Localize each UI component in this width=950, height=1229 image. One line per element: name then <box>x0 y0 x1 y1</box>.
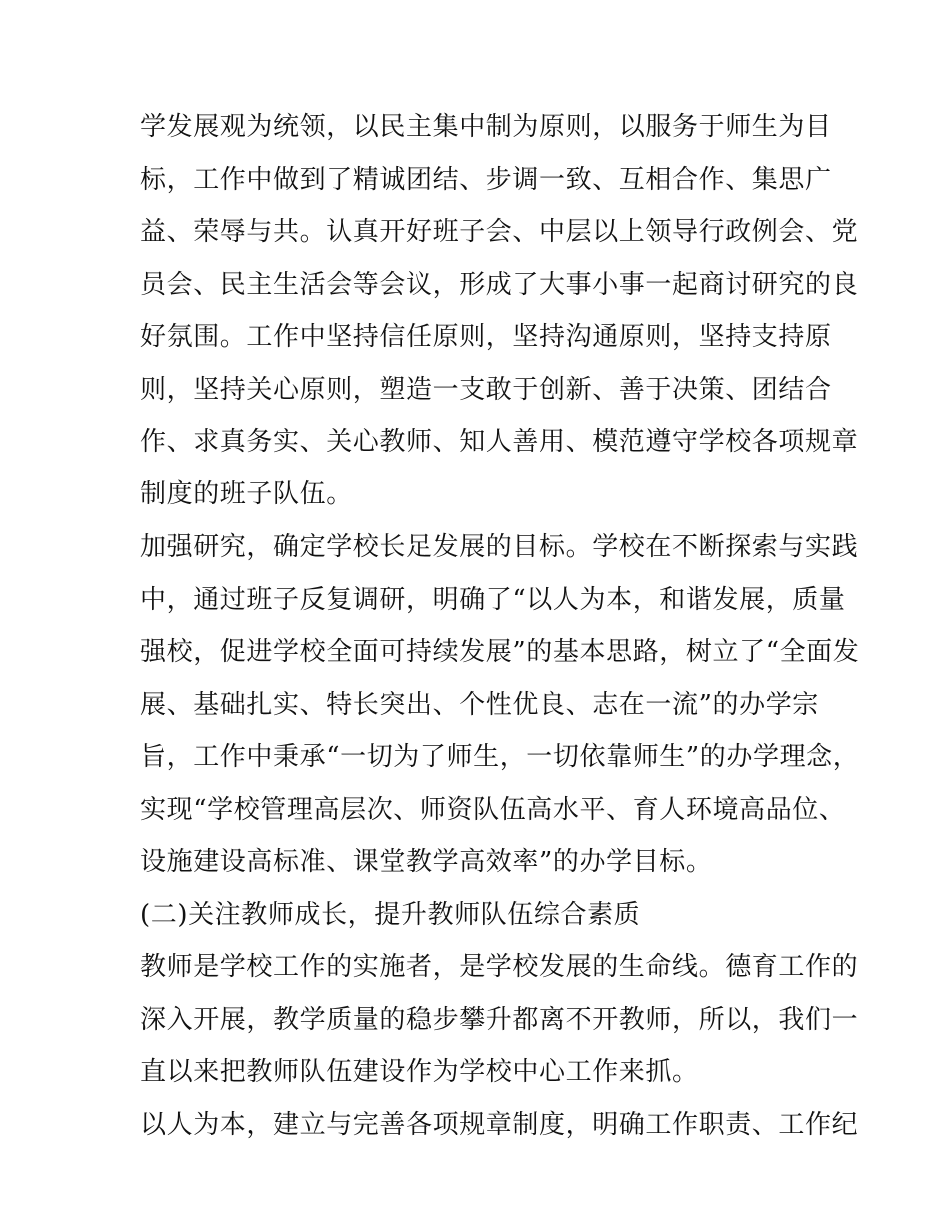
text-line: 设施建设高标准、课堂教学高效率”的办学目标。 <box>140 847 713 877</box>
text-line: 以人为本，建立与完善各项规章制度，明确工作职责、工作纪 <box>140 1110 859 1140</box>
section-heading: (二)关注教师成长，提升教师队伍综合素质 <box>140 900 641 930</box>
text-line: 强校，促进学校全面可持续发展”的基本思路，树立了“全面发 <box>140 637 860 667</box>
text-line: 直以来把教师队伍建设作为学校中心工作来抓。 <box>140 1057 699 1087</box>
text-line: 中，通过班子反复调研，明确了“以人为本，和谐发展，质量 <box>140 585 846 615</box>
text-line: 加强研究，确定学校长足发展的目标。学校在不断探索与实践 <box>140 532 859 562</box>
text-line: 作、求真务实、关心教师、知人善用、模范遵守学校各项规章 <box>140 427 859 457</box>
text-line: 员会、民主生活会等会议，形成了大事小事一起商讨研究的良 <box>140 270 859 300</box>
text-line: 则，坚持关心原则，塑造一支敢于创新、善于决策、团结合 <box>140 375 832 405</box>
text-line: 实现“学校管理高层次、师资队伍高水平、育人环境高品位、 <box>140 795 846 825</box>
text-line: 展、基础扎实、特长突出、个性优良、志在一流”的办学宗 <box>140 690 819 720</box>
text-line: 学发展观为统领，以民主集中制为原则，以服务于师生为目 <box>140 112 832 142</box>
text-line: 益、荣辱与共。认真开好班子会、中层以上领导行政例会、党 <box>140 217 859 247</box>
text-line: 深入开展，教学质量的稳步攀升都离不开教师，所以，我们一 <box>140 1005 859 1035</box>
text-line: 制度的班子队伍。 <box>140 479 353 509</box>
text-line: 旨，工作中秉承“一切为了师生，一切依靠师生”的办学理念， <box>140 742 860 772</box>
text-line: 好氛围。工作中坚持信任原则，坚持沟通原则，坚持支持原 <box>140 322 832 352</box>
text-line: 标，工作中做到了精诚团结、步调一致、互相合作、集思广 <box>140 165 832 195</box>
text-line: 教师是学校工作的实施者，是学校发展的生命线。德育工作的 <box>140 952 859 982</box>
